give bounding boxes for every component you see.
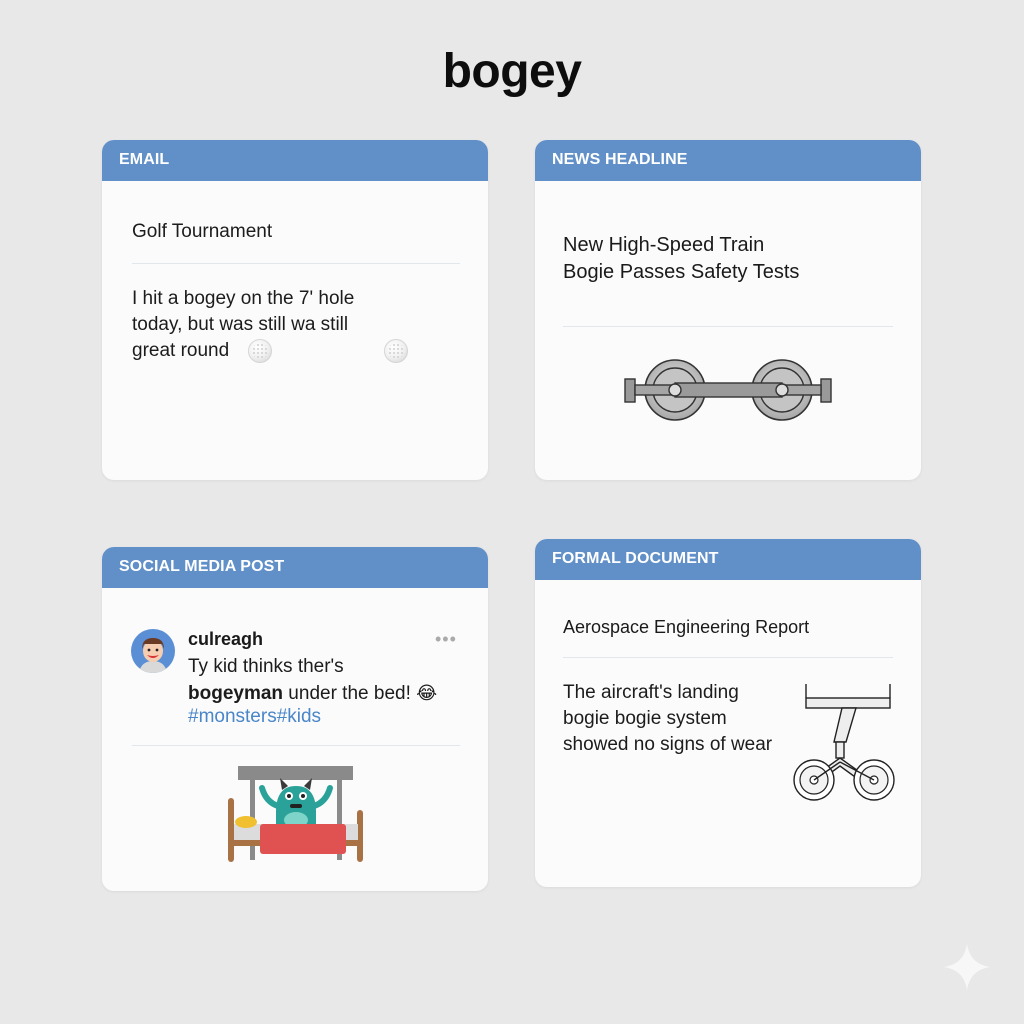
formal-document-card — [535, 539, 921, 887]
post-text-rest: under the bed! — [283, 683, 417, 704]
train-bogie-illustration — [623, 355, 833, 425]
more-options-icon[interactable]: ••• — [435, 629, 457, 649]
divider — [132, 745, 460, 746]
sparkle-icon — [942, 942, 992, 992]
email-body-line: I hit a bogey on the 7' hole — [132, 288, 355, 309]
document-body-line: The aircraft's landing — [563, 682, 739, 703]
email-subject: Golf Tournament — [132, 221, 273, 242]
divider — [563, 657, 893, 658]
document-title: Aerospace Engineering Report — [563, 617, 810, 637]
card-header: FORMAL DOCUMENT — [535, 539, 921, 580]
post-hashtags[interactable]: #monsters#kids — [188, 706, 322, 727]
news-card — [535, 140, 921, 480]
laughing-emoji-icon: 😂 — [416, 683, 438, 703]
news-headline-line: Bogie Passes Safety Tests — [563, 261, 800, 283]
email-body-line: today, but was still wa still — [132, 314, 349, 335]
post-text-bold: bogeyman — [188, 683, 284, 704]
document-body-line: bogie bogie system — [563, 708, 727, 729]
card-header: SOCIAL MEDIA POST — [102, 547, 488, 588]
email-card — [102, 140, 488, 480]
page-title: bogey — [442, 45, 582, 98]
document-body-line: showed no signs of wear — [563, 734, 773, 755]
post-text-line: Ty kid thinks ther's — [188, 656, 344, 677]
card-header: EMAIL — [102, 140, 488, 181]
golf-ball-icon — [384, 339, 408, 363]
card-header: NEWS HEADLINE — [535, 140, 921, 181]
post-text-line — [188, 680, 437, 707]
divider — [563, 326, 893, 327]
landing-gear-illustration — [792, 682, 897, 804]
golf-ball-icon — [248, 339, 272, 363]
divider — [132, 263, 460, 264]
news-headline-line: New High-Speed Train — [563, 234, 765, 256]
monster-under-bed-illustration — [226, 764, 366, 866]
social-card — [102, 547, 488, 891]
email-body-line: great round — [132, 340, 230, 361]
post-username[interactable]: culreagh — [188, 629, 264, 649]
avatar[interactable] — [131, 629, 175, 673]
